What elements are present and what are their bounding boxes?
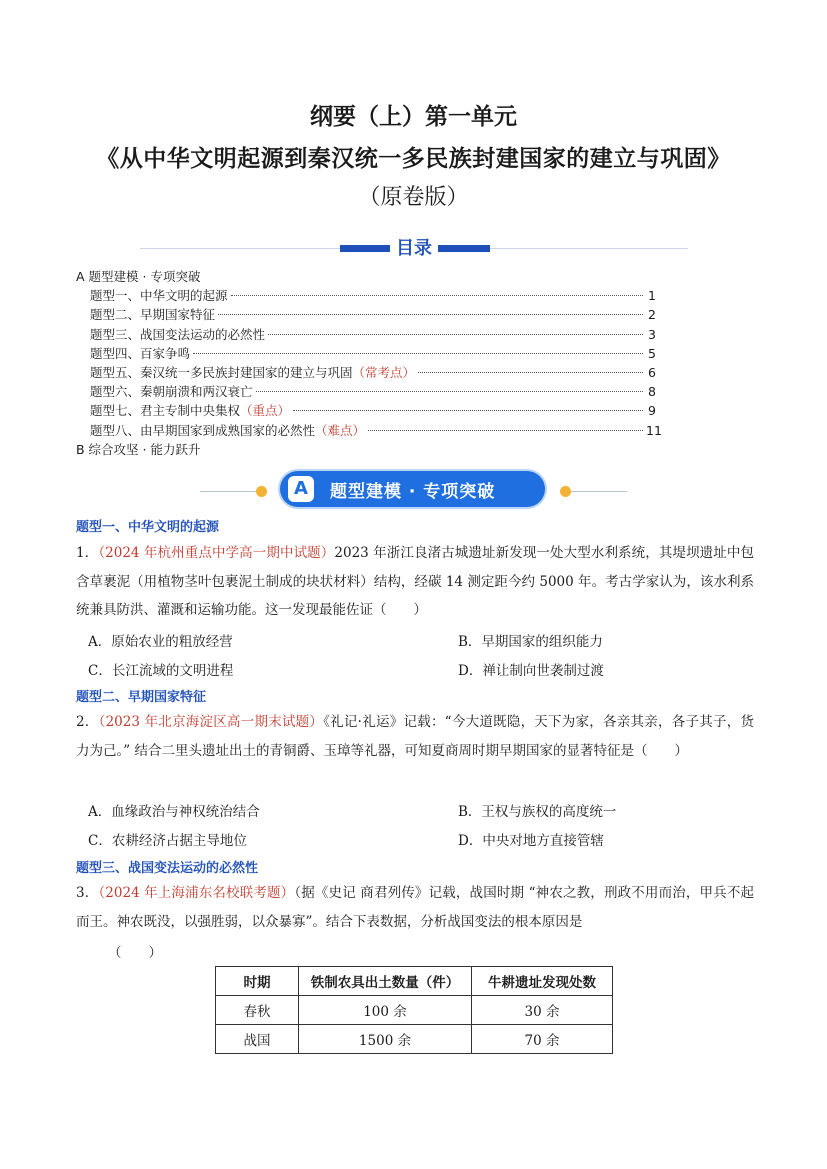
toc-item-label: [90, 325, 265, 344]
table-cell: 1500 余: [299, 1025, 472, 1054]
toc-item-title: 题型四、百家争鸣: [90, 345, 191, 361]
toc-leader-dots: [268, 334, 643, 335]
data-table: [215, 966, 613, 1054]
toc-item-title: 题型六、秦朝崩溃和两汉衰亡: [90, 384, 253, 400]
table-header: 铁制农具出土数量（件）: [299, 967, 472, 996]
q1-source: （2024 年杭州重点中学高一期中试题）: [98, 545, 335, 561]
toc-item-title: 题型一、中华文明的起源: [90, 288, 228, 304]
toc-item-label: [90, 286, 228, 305]
toc-item-label: [90, 401, 290, 420]
toc-item-title: 题型二、早期国家特征: [90, 307, 216, 323]
toc-item-title: 题型五、秦汉统一多民族封建国家的建立与巩固: [90, 365, 353, 381]
toc-item[interactable]: [76, 421, 662, 440]
banner-dot-left: [256, 486, 267, 497]
toc-item-label: [90, 421, 365, 440]
table-of-contents: [76, 267, 662, 459]
banner-text: 题型建模 · 专项突破: [330, 481, 496, 502]
toc-item-tag: （重点）: [240, 403, 291, 419]
section1-heading: 题型一、中华文明的起源: [76, 520, 220, 535]
section2-heading: 题型二、早期国家特征: [76, 690, 207, 705]
q1-option-c[interactable]: C．长江流域的文明进程: [88, 663, 234, 679]
toc-leader-dots: [193, 353, 643, 354]
toc-page-number: 9: [648, 403, 656, 419]
q2-source: （2023 年北京海淀区高一期末试题）: [98, 714, 324, 730]
q1-option-d[interactable]: D．禅让制向世袭制过渡: [458, 663, 604, 679]
banner-pill: [280, 471, 545, 507]
toc-leader-dots: [256, 391, 643, 392]
toc-item-tag: （常考点）: [352, 365, 416, 381]
question-2: [76, 708, 754, 765]
toc-item-title: 题型八、由早期国家到成熟国家的必然性: [90, 422, 316, 438]
q1-option-b[interactable]: B．早期国家的组织能力: [458, 634, 603, 650]
q2-option-b[interactable]: B．王权与族权的高度统一: [458, 804, 617, 820]
question-3: [76, 879, 754, 936]
toc-leader-dots: [218, 314, 643, 315]
banner-line-right: [570, 491, 627, 492]
section3-heading: 题型三、战国变法运动的必然性: [76, 861, 259, 876]
q2-option-a[interactable]: A．血缘政治与神权统治结合: [88, 804, 260, 820]
toc-item[interactable]: [76, 363, 656, 382]
q2-text: 《礼记·礼运》记载：“今大道既隐，天下为家，各亲其亲，各子其子，货力为己。” 结合二里头遗址出土的青铜爵、玉璋等礼器，可知夏商周时期早期国家的显著特征是（ ）: [76, 714, 754, 759]
toc-item[interactable]: [76, 344, 656, 363]
toc-item[interactable]: [76, 382, 656, 401]
q1-number: 1．: [76, 545, 99, 561]
doc-title-line3: （原卷版）: [358, 185, 469, 210]
q3-text: （据《史记 商君列传》记载，战国时期 “神农之教，刑政不用而治，甲兵不起而王。神农既没，以强胜弱，以众暴寡”。结合下表数据，分析战国变法的根本原因是: [76, 885, 754, 930]
toc-item[interactable]: [76, 325, 656, 344]
q3-blank: （ ）: [108, 945, 162, 961]
toc-item-tag: （难点）: [315, 422, 366, 438]
toc-item-label: [90, 305, 215, 324]
toc-item-label: [90, 382, 253, 401]
toc-page-number: 11: [646, 422, 662, 438]
toc-leader-dots: [418, 372, 643, 373]
banner-badge: A: [288, 476, 314, 502]
toc-heading-bar: [140, 234, 688, 258]
toc-leader-dots: [231, 295, 643, 296]
toc-page-number: 2: [648, 307, 656, 323]
section-banner: [200, 471, 627, 511]
table-header: 牛耕遗址发现处数: [472, 967, 613, 996]
table-header-row: [216, 967, 613, 996]
table-row: [216, 996, 613, 1025]
toc-item[interactable]: [76, 286, 656, 305]
toc-leader-dots: [368, 430, 643, 431]
toc-section-b[interactable]: B 综合攻坚 · 能力跃升: [76, 441, 201, 457]
toc-page-number: 6: [648, 365, 656, 381]
toc-item-title: 题型三、战国变法运动的必然性: [90, 326, 266, 342]
toc-item-label: [90, 363, 415, 382]
table-cell: 30 余: [472, 996, 613, 1025]
doc-title-line1: 纲要（上）第一单元: [310, 104, 517, 130]
toc-section-a[interactable]: A 题型建模 · 专项突破: [76, 269, 201, 284]
table-cell: 70 余: [472, 1025, 613, 1054]
toc-page-number: 1: [648, 288, 656, 304]
q2-number: 2．: [76, 714, 99, 730]
q3-source: （2024 年上海浦东名校联考题）: [98, 885, 295, 901]
toc-page-number: 8: [648, 384, 656, 400]
toc-item[interactable]: [76, 401, 656, 420]
toc-leader-dots: [293, 410, 643, 411]
q3-number: 3．: [76, 885, 99, 901]
banner-dot-right: [560, 486, 571, 497]
q1-option-a[interactable]: A．原始农业的粗放经营: [88, 634, 233, 650]
table-row: [216, 1025, 613, 1054]
q1-text: 2023 年浙江良渚古城遗址新发现一处大型水利系统，其堤坝遗址中包含草裹泥（用植物茎叶包裹泥土制成的块状材料）结构，经碳 14 测定距今约 5000 年。考古学家认为，该水利系统兼具防洪、灌溉和运输功能。这一发现最能佐证（ ）: [76, 545, 755, 618]
doc-title-line2: 《从中华文明起源到秦汉统一多民族封建国家的建立与巩固》: [96, 146, 731, 172]
table-cell: 春秋: [216, 996, 299, 1025]
question-1: [76, 539, 754, 625]
toc-item[interactable]: [76, 305, 656, 324]
toc-page-number: 3: [648, 326, 656, 342]
banner-line-left: [200, 491, 258, 492]
toc-item-label: [90, 344, 190, 363]
toc-page-number: 5: [648, 345, 656, 361]
table-header: 时期: [216, 967, 299, 996]
toc-heading: 目录: [390, 238, 438, 259]
q2-option-c[interactable]: C．农耕经济占据主导地位: [88, 833, 247, 849]
toc-item-title: 题型七、君主专制中央集权: [90, 403, 241, 419]
table-cell: 100 余: [299, 996, 472, 1025]
q2-option-d[interactable]: D．中央对地方直接管辖: [458, 833, 604, 849]
table-cell: 战国: [216, 1025, 299, 1054]
